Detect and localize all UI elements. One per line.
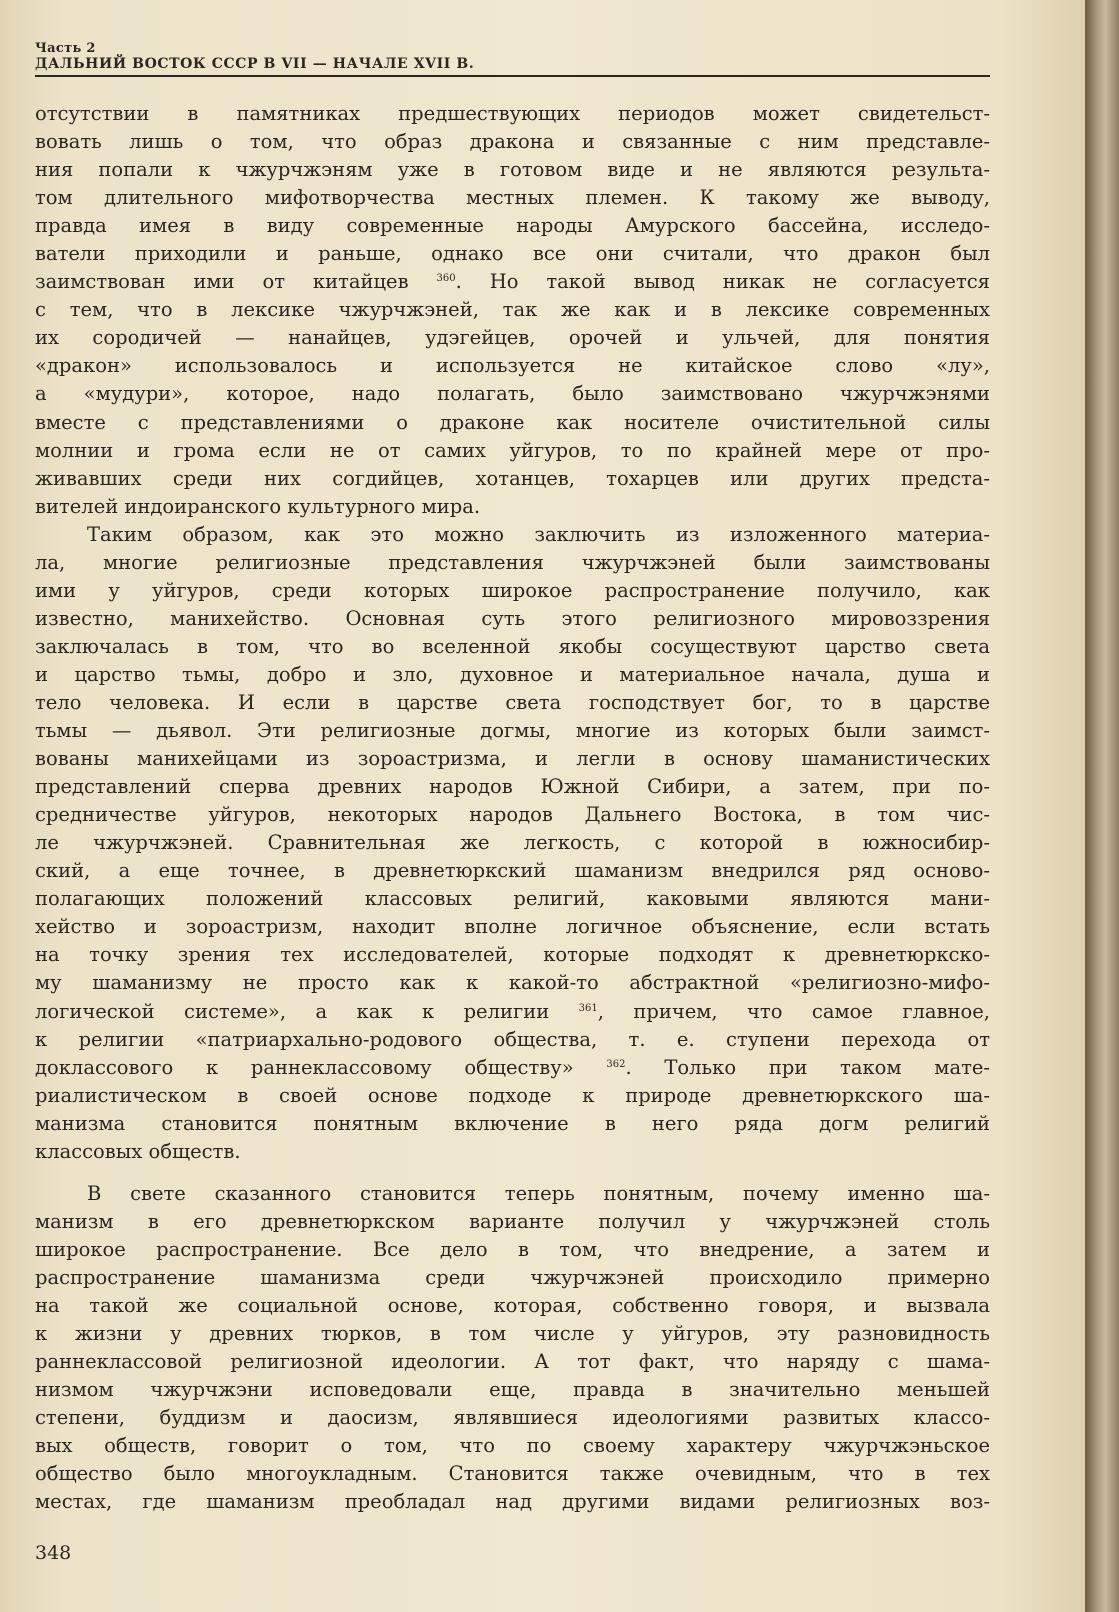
text-fragment: доклассового к раннеклассовому обществу» — [35, 1055, 574, 1079]
text-line: вованы манихейцами из зороастризма, и легли в основу шаманистических — [35, 747, 990, 771]
text-fragment: , причем, что самое главное, — [597, 999, 990, 1023]
footnote-ref-362: 362 — [606, 1058, 626, 1070]
text-line — [35, 268, 990, 296]
text-line — [35, 1054, 990, 1082]
text-line: известно, манихейство. Основная суть этого религиозного мировоззрения — [35, 606, 990, 630]
text-line: общество было многоукладным. Становится также очевидным, что в тех — [35, 1462, 990, 1486]
header-part-label: Часть 2 — [35, 41, 96, 56]
text-line: средничестве уйгуров, некоторых народов Дальнего Востока, в том чис- — [35, 803, 990, 827]
text-fragment: логической системе», а как к религии — [35, 999, 550, 1023]
text-line: с тем, что в лексике чжурчжэней, так же как и в лексике современных — [35, 298, 990, 322]
text-line — [35, 998, 990, 1026]
text-line: полагающих положений классовых религий, каковыми являются мани- — [35, 887, 990, 911]
text-line: В свете сказанного становится теперь понятным, почему именно ша- — [87, 1181, 990, 1205]
text-fragment: . Но такой вывод никак не согласуется — [455, 270, 990, 294]
text-line: к жизни у древних тюрков, в том числе у уйгуров, эту разновидность — [35, 1322, 990, 1346]
text-line: заключалась в том, что во вселенной якобы сосуществуют царство света — [35, 634, 990, 658]
text-line: ватели приходили и раньше, однако все они считали, что дракон был — [35, 242, 990, 266]
text-line: широкое распространение. Все дело в том, что внедрение, а затем и — [35, 1237, 990, 1261]
text-line: на точку зрения тех исследователей, которые подходят к древнетюркско- — [35, 943, 990, 967]
text-line: том длительного мифотворчества местных племен. К такому же выводу, — [35, 186, 990, 210]
text-fragment: заимствован ими от китайцев — [35, 270, 409, 294]
text-line: местах, где шаманизм преобладал над другими видами религиозных воз- — [35, 1490, 990, 1514]
paragraph-1 — [35, 100, 990, 521]
text-line: му шаманизму не просто как к какой-то абстрактной «религиозно-мифо- — [35, 971, 990, 995]
text-line: правда имея в виду современные народы Амурского бассейна, исследо- — [35, 214, 990, 238]
text-line: ими у уйгуров, среди которых широкое распространение получило, как — [35, 578, 990, 602]
header-rule — [35, 75, 990, 77]
text-line: манизм в его древнетюркском варианте получил у чжурчжэней столь — [35, 1209, 990, 1233]
text-line: тьмы — дьявол. Эти религиозные догмы, многие из которых были заимст- — [35, 719, 990, 743]
text-line: классовых обществ. — [35, 1139, 241, 1163]
text-line: риалистическом в своей основе подходе к природе древнетюркского ша- — [35, 1083, 990, 1107]
text-line: к религии «патриархально-родового общества, т. е. ступени перехода от — [35, 1027, 990, 1051]
text-line: ния попали к чжурчжэням уже в готовом виде и не являются результа- — [35, 158, 990, 182]
text-line: вовать лишь о том, что образ дракона и связанные с ним представле- — [35, 130, 990, 154]
text-line: ле чжурчжэней. Сравнительная же легкость, с которой в южносибир- — [35, 831, 990, 855]
text-line: низмом чжурчжэни исповедовали еще, правда в значительно меньшей — [35, 1378, 990, 1402]
text-line: распространение шаманизма среди чжурчжэней происходило примерно — [35, 1265, 990, 1289]
text-line: вместе с представлениями о драконе как носителе очистительной силы — [35, 410, 990, 434]
text-line: степени, буддизм и даосизм, являвшиеся идеологиями развитых классо- — [35, 1406, 990, 1430]
text-fragment: . Только при таком мате- — [625, 1055, 991, 1079]
book-spine-edge — [1085, 0, 1119, 1612]
text-line: раннеклассовой религиозной идеологии. А тот факт, что наряду с шама- — [35, 1350, 990, 1374]
text-line: и царство тьмы, добро и зло, духовное и материальное начала, душа и — [35, 662, 990, 686]
text-line: молнии и грома если не от самих уйгуров, то по крайней мере от про- — [35, 438, 990, 462]
text-line: отсутствии в памятниках предшествующих периодов может свидетельст- — [35, 102, 990, 125]
text-line: ла, многие религиозные представления чжурчжэней были заимствованы — [35, 550, 990, 574]
paragraph-2 — [35, 521, 990, 1166]
text-line: хейство и зороастризм, находит вполне логичное объяснение, если встать — [35, 915, 990, 939]
text-line: вителей индоиранского культурного мира. — [35, 494, 481, 518]
text-line: ский, а еще точнее, в древнетюркский шаманизм внедрился ряд осново- — [35, 859, 990, 883]
text-line: живавших среди них согдийцев, хотанцев, тохарцев или других предста- — [35, 466, 990, 490]
footnote-ref-361: 361 — [578, 1002, 598, 1014]
footnote-ref-360: 360 — [436, 273, 456, 285]
text-line: а «мудури», которое, надо полагать, было заимствовано чжурчжэнями — [35, 382, 990, 406]
paragraph-3 — [35, 1180, 990, 1517]
body-text — [35, 100, 990, 1516]
text-line: на такой же социальной основе, которая, собственно говоря, и вызвала — [35, 1293, 990, 1317]
text-line: «дракон» использовалось и используется не китайское слово «лу», — [35, 354, 990, 378]
text-line: представлений сперва древних народов Южной Сибири, а затем, при по- — [35, 775, 990, 799]
text-line: их сородичей — нанайцев, удэгейцев, орочей и ульчей, для понятия — [35, 326, 990, 350]
text-line: тело человека. И если в царстве света господствует бог, то в царстве — [35, 690, 990, 714]
page-number: 348 — [35, 1542, 72, 1564]
header-chapter-title: ДАЛЬНИЙ ВОСТОК СССР В VII — НАЧАЛЕ XVII В. — [35, 56, 475, 72]
text-line: вых обществ, говорит о том, что по своему характеру чжурчжэньское — [35, 1434, 990, 1458]
text-line: манизма становится понятным включение в него ряда догм религий — [35, 1111, 990, 1135]
text-line: Таким образом, как это можно заключить из изложенного материа- — [87, 522, 990, 546]
running-header — [35, 42, 990, 72]
